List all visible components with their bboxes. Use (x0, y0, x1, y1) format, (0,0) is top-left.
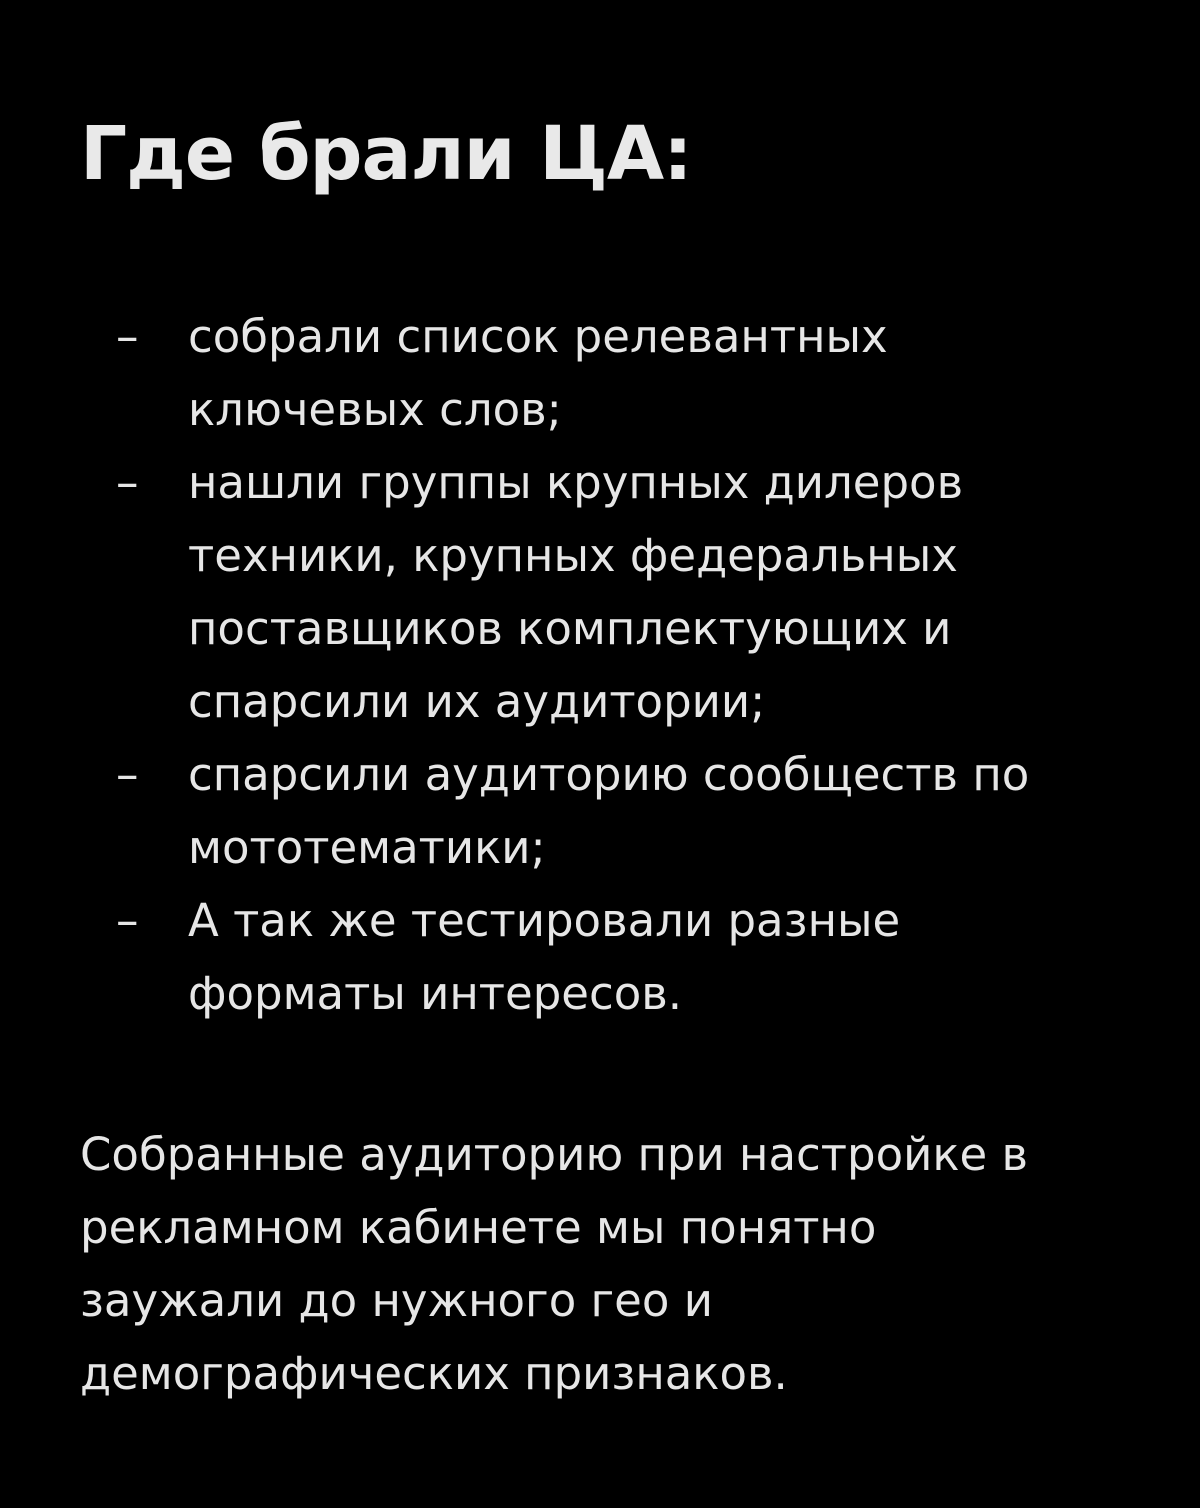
paragraph-line: демографических признаков. (80, 1347, 788, 1400)
bullet-line: поставщиков комплектующих и (188, 602, 952, 655)
bullet-line: нашли группы крупных дилеров (188, 456, 964, 509)
bullet-list (0, 300, 1120, 1030)
bullet-line: форматы интересов. (188, 967, 683, 1020)
summary-paragraph (80, 1118, 1120, 1410)
bullet-dash: – (116, 456, 139, 509)
bullet-line: спарсили их аудитории; (188, 675, 766, 728)
paragraph-line: заужали до нужного гео и (80, 1274, 713, 1327)
bullet-dash: – (116, 748, 139, 801)
slide-title: Где брали ЦА: (80, 111, 692, 197)
bullet-item (0, 446, 1120, 738)
bullet-line: спарсили аудиторию сообществ по (188, 748, 1030, 801)
bullet-line: техники, крупных федеральных (188, 529, 958, 582)
bullet-line: А так же тестировали разные (188, 894, 901, 947)
bullet-dash: – (116, 310, 139, 363)
bullet-item (0, 884, 1120, 1030)
bullet-line: ключевых слов; (188, 383, 562, 436)
paragraph-line: рекламном кабинете мы понятно (80, 1201, 877, 1254)
paragraph-line: Собранные аудиторию при настройке в (80, 1128, 1029, 1181)
bullet-item (0, 300, 1120, 446)
bullet-line: мототематики; (188, 821, 546, 874)
bullet-item (0, 738, 1120, 884)
bullet-dash: – (116, 894, 139, 947)
bullet-line: собрали список релевантных (188, 310, 888, 363)
